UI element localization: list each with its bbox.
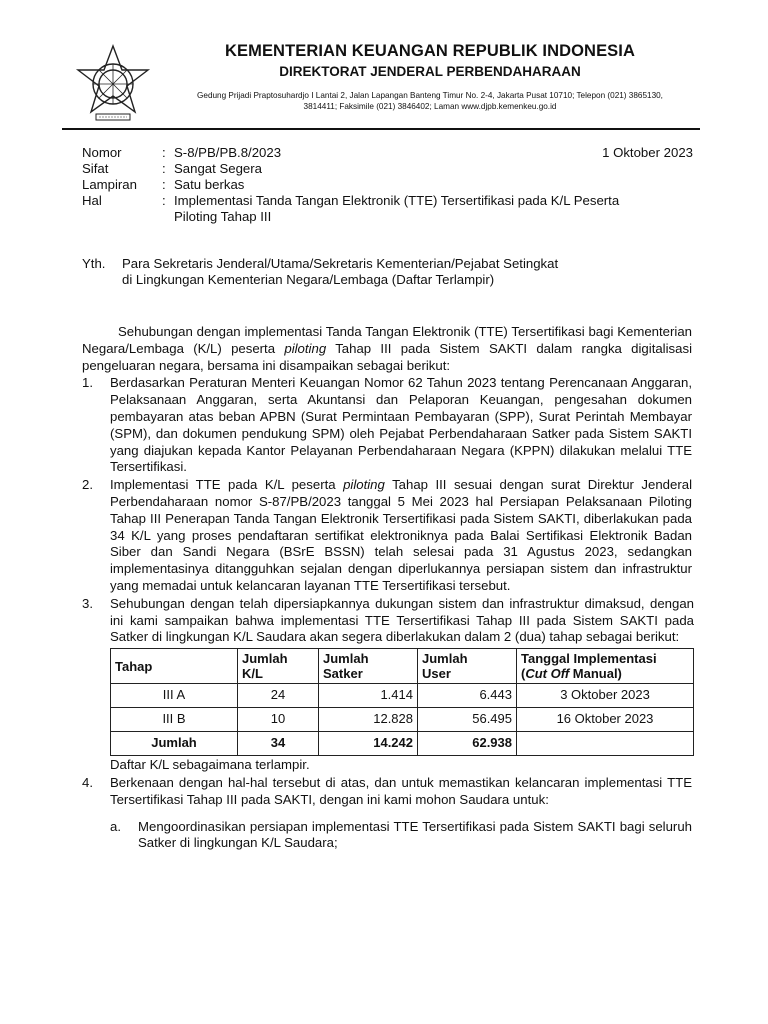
directorate-name: DIREKTORAT JENDERAL PERBENDAHARAAN <box>279 64 581 79</box>
ministry-emblem-icon <box>68 40 158 130</box>
meta-sifat: Sifat : Sangat Segera <box>82 161 697 177</box>
letter-body <box>82 324 692 852</box>
table-total-row: Jumlah 34 14.242 62.938 <box>111 732 694 756</box>
list-item: 4. Berkenaan dengan hal-hal tersebut di atas, dan untuk memastikan kelancaran implementasi TTE Tersertifikasi Tahap III pada SAKTI, dengan ini kami mohon Saudara untuk: a. Mengoordinasikan persiapan implementasi TTE Tersertifikasi pada Sistem SAKTI bagi seluruh Satker di lingkungan K/L Saudara; <box>82 774 692 851</box>
letter-number: S-8/PB/PB.8/2023 <box>174 145 282 160</box>
letter-attachment: Satu berkas <box>174 177 245 192</box>
letterhead-address <box>170 90 690 112</box>
intro-paragraph: Sehubungan dengan implementasi Tanda Tangan Elektronik (TTE) Tersertifikasi bagi Kementerian Negara/Lembaga (K/L) peserta piloting Tahap III pada Sistem SAKTI dalam rangka digitalisasi pengeluaran negara, bersama ini disampaikan sebagai berikut: <box>82 324 692 373</box>
table-row: III A 24 1.414 6.443 3 Oktober 2023 <box>111 684 694 708</box>
address-line-2: 3814411; Faksimile (021) 3846402; Laman www.djpb.kemenkeu.go.id <box>303 102 557 111</box>
ministry-name: KEMENTERIAN KEUANGAN REPUBLIK INDONESIA <box>224 42 635 60</box>
col-tahap: Tahap <box>111 649 238 684</box>
table-footnote: Daftar K/L sebagaimana terlampir. <box>110 757 310 773</box>
letter-date: 1 Oktober 2023 <box>602 145 693 160</box>
meta-nomor: Nomor : S-8/PB/PB.8/2023 <box>82 145 697 161</box>
table-row: III B 10 12.828 56.495 16 Oktober 2023 <box>111 708 694 732</box>
col-kl: Jumlah K/L <box>238 649 319 684</box>
col-satker: Jumlah Satker <box>319 649 418 684</box>
col-tanggal: Tanggal Implementasi (Cut Off Manual) <box>517 649 694 684</box>
implementation-table <box>110 648 694 756</box>
list-item: 3. Sehubungan dengan telah dipersiapkannya dukungan sistem dan infrastruktur dimaksud, dengan ini kami sampaikan bahwa implementasi TTE Tersertifikasi Tahap III pada Sistem SAKTI pada Satker di lingkungan K/L Saudara akan segera diberlakukan dalam 2 (dua) tahap sebagai berikut: Tahap Jumlah K/L Jumlah Satker Jumlah User Tanggal Implementasi (Cut Off Manual) III A 24 1.414 6.443 3 Oktober 2023 III B 10 12.828 56.495 16 Oktober 2023 Jumlah 34 14.242 62.938 Daftar K/L sebagaimana terlampir. <box>82 595 694 773</box>
col-user: Jumlah User <box>418 649 517 684</box>
list-item: 2. Implementasi TTE pada K/L peserta piloting Tahap III sesuai dengan surat Direktur Jenderal Perbendaharaan nomor S-87/PB/2023 tanggal 5 Mei 2023 hal Persiapan Pelaksanaan Piloting Tahap III Penerapan Tanda Tangan Elektronik Tersertifikasi pada Sistem SAKTI, diberlakukan pada 34 K/L yang proses pendaftaran sertifikat elektroniknya pada Balai Sertifikasi Elektronik Badan Siber dan Sandi Negara (BSrE BSSN) telah selesai pada 31 Agustus 2023, sedangkan implementasinya ditangguhkan sejalan dengan diperlukannya persiapan sistem dan infrastruktur yang memadai untuk kelancaran layanan TTE Tersertifikasi tersebut. <box>82 477 692 593</box>
addressee: Yth. Para Sekretaris Jenderal/Utama/Sekretaris Kementerian/Pejabat Setingkat di Lingkungan Kementerian Negara/Lembaga (Daftar Terlampir) <box>82 256 559 287</box>
list-item: 1. Berdasarkan Peraturan Menteri Keuangan Nomor 62 Tahun 2023 tentang Perencanaan Anggaran, Pelaksanaan Anggaran, serta Akuntansi dan Pelaporan Keuangan, pengesahan dokumen pembayaran atas beban APBN (Surat Permintaan Pembayaran (SPP), Surat Perintah Membayar (SPM), dan dokumen pendukung SPM) oleh Pejabat Perbendaharaan Satker pada Sistem SAKTI yang diajukan kepada Kantor Pelayanan Perbendaharaan Negara (KPPN) dilakukan melalui TTE Tersertifikasi. <box>82 375 692 475</box>
letter-subject: Implementasi Tanda Tangan Elektronik (TTE) Tersertifikasi pada K/L Peserta Piloting Tahap III <box>174 193 620 224</box>
address-line-1: Gedung Prijadi Praptosuhardjo I Lantai 2, Jalan Lapangan Banteng Timur No. 2-4, Jakarta Pusat 10710; Telepon (021) 3865130, <box>197 91 663 100</box>
meta-hal: Hal : Implementasi Tanda Tangan Elektronik (TTE) Tersertifikasi pada K/L Peserta Piloting Tahap III <box>82 193 697 225</box>
table-header-row <box>111 649 694 684</box>
letterhead-divider <box>62 128 700 130</box>
sub-list-item: a. Mengoordinasikan persiapan implementasi TTE Tersertifikasi pada Sistem SAKTI bagi seluruh Satker di lingkungan K/L Saudara; <box>110 818 692 851</box>
letter-urgency: Sangat Segera <box>174 161 262 176</box>
meta-lampiran: Lampiran : Satu berkas <box>82 177 697 193</box>
